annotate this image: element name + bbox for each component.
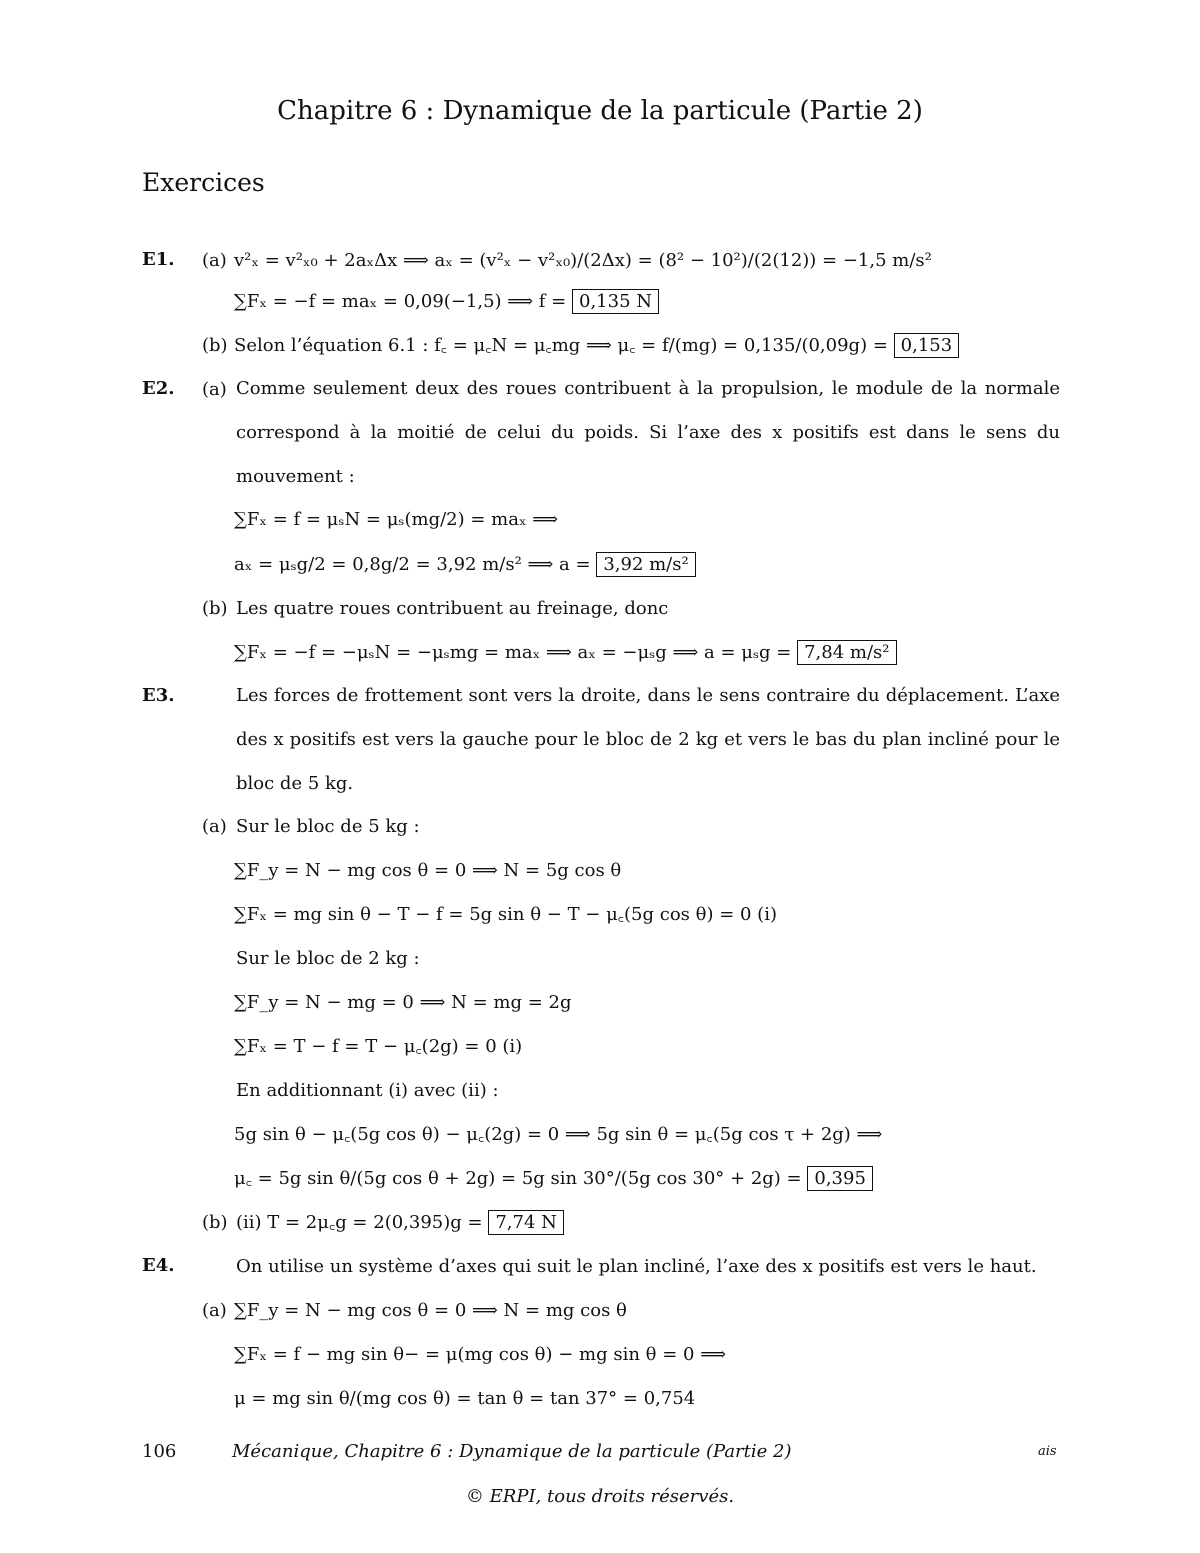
equation-line — [234, 334, 959, 358]
line-prefix: (a) — [202, 250, 227, 271]
exercise-label: E3. — [142, 685, 175, 706]
running-footer: Mécanique, Chapitre 6 : Dynamique de la particule (Partie 2) — [232, 1441, 792, 1462]
line-prefix: (a) — [202, 1300, 227, 1321]
equation-text: ∑Fₓ = −f = maₓ = 0,09(−1,5) ⟹ f = — [234, 291, 567, 312]
equation-line: v²ₓ = v²ₓ₀ + 2aₓΔx ⟹ aₓ = (v²ₓ − v²ₓ₀)/(2Δx) = (8² − 10²)/(2(12)) = −1,5 m/s² — [234, 250, 932, 271]
text-line: En additionnant (i) avec (ii) : — [236, 1080, 499, 1101]
page-title: Chapitre 6 : Dynamique de la particule (Partie 2) — [277, 96, 923, 126]
equation-text: (ii) T = 2μ꜀g = 2(0,395)g = — [236, 1212, 483, 1233]
equation-line: ∑Fₓ = mg sin θ − T − f = 5g sin θ − T − μ꜀(5g cos θ) = 0 (i) — [234, 904, 777, 925]
equation-line: ∑F_y = N − mg = 0 ⟹ N = mg = 2g — [234, 992, 572, 1013]
line-prefix: (b) — [202, 1212, 228, 1233]
text-line: Les quatre roues contribuent au freinage, donc — [236, 598, 669, 619]
footer-mark: ais — [1038, 1444, 1057, 1459]
answer-box: 0,153 — [894, 333, 960, 358]
exercise-label: E4. — [142, 1255, 175, 1276]
copyright: © ERPI, tous droits réservés. — [465, 1486, 735, 1507]
equation-line: ∑F_y = N − mg cos θ = 0 ⟹ N = 5g cos θ — [234, 860, 622, 881]
paragraph: Comme seulement deux des roues contribuent à la propulsion, le module de la normale correspond à la moitié de celui du poids. Si l’axe des x positifs est dans le sens du mouvement : — [236, 378, 1060, 487]
equation-line: ∑Fₓ = f − mg sin θ− = μ(mg cos θ) − mg sin θ = 0 ⟹ — [234, 1344, 727, 1365]
page-number: 106 — [142, 1441, 177, 1462]
answer-box: 3,92 m/s² — [596, 552, 695, 577]
equation-line — [234, 1167, 873, 1191]
line-prefix: (b) — [202, 335, 228, 356]
equation-line: ∑Fₓ = f = μₛN = μₛ(mg/2) = maₓ ⟹ — [234, 509, 559, 530]
equation-text: aₓ = μₛg/2 = 0,8g/2 = 3,92 m/s² ⟹ a = — [234, 554, 591, 575]
line-prefix: (a) — [202, 816, 227, 837]
exercise-label: E2. — [142, 378, 175, 399]
equation-line: ∑Fₓ = T − f = T − μ꜀(2g) = 0 (i) — [234, 1036, 523, 1057]
answer-box: 0,135 N — [572, 289, 659, 314]
equation-line — [234, 290, 659, 314]
equation-line — [236, 1211, 564, 1235]
equation-text: μ꜀ = 5g sin θ/(5g cos θ + 2g) = 5g sin 30°/(5g cos 30° + 2g) = — [234, 1168, 802, 1189]
equation-text: Selon l’équation 6.1 : f꜀ = μ꜀N = μ꜀mg ⟹ μ꜀ = f/(mg) = 0,135/(0,09g) = — [234, 335, 888, 356]
line-prefix: (a) — [202, 379, 227, 400]
equation-line: 5g sin θ − μ꜀(5g cos θ) − μ꜀(2g) = 0 ⟹ 5g sin θ = μ꜀(5g cos τ + 2g) ⟹ — [234, 1124, 883, 1145]
equation-text: ∑Fₓ = −f = −μₛN = −μₛmg = maₓ ⟹ aₓ = −μₛg ⟹ a = μₛg = — [234, 642, 792, 663]
equation-line — [234, 553, 696, 577]
equation-line — [234, 641, 897, 665]
exercise-label: E1. — [142, 249, 175, 270]
answer-box: 0,395 — [807, 1166, 873, 1191]
line-prefix: (b) — [202, 598, 228, 619]
section-heading: Exercices — [142, 168, 265, 197]
equation-line: μ = mg sin θ/(mg cos θ) = tan θ = tan 37° = 0,754 — [234, 1388, 696, 1409]
text-line: On utilise un système d’axes qui suit le plan incliné, l’axe des x positifs est vers le haut. — [236, 1256, 1037, 1277]
text-line: Sur le bloc de 2 kg : — [236, 948, 420, 969]
answer-box: 7,74 N — [488, 1210, 564, 1235]
text-line: Sur le bloc de 5 kg : — [236, 816, 420, 837]
answer-box: 7,84 m/s² — [797, 640, 896, 665]
paragraph: Les forces de frottement sont vers la droite, dans le sens contraire du déplacement. L’axe des x positifs est vers la gauche pour le bloc de 2 kg et vers le bas du plan incliné pour le bloc de 5 kg. — [236, 685, 1060, 794]
equation-line: ∑F_y = N − mg cos θ = 0 ⟹ N = mg cos θ — [234, 1300, 627, 1321]
